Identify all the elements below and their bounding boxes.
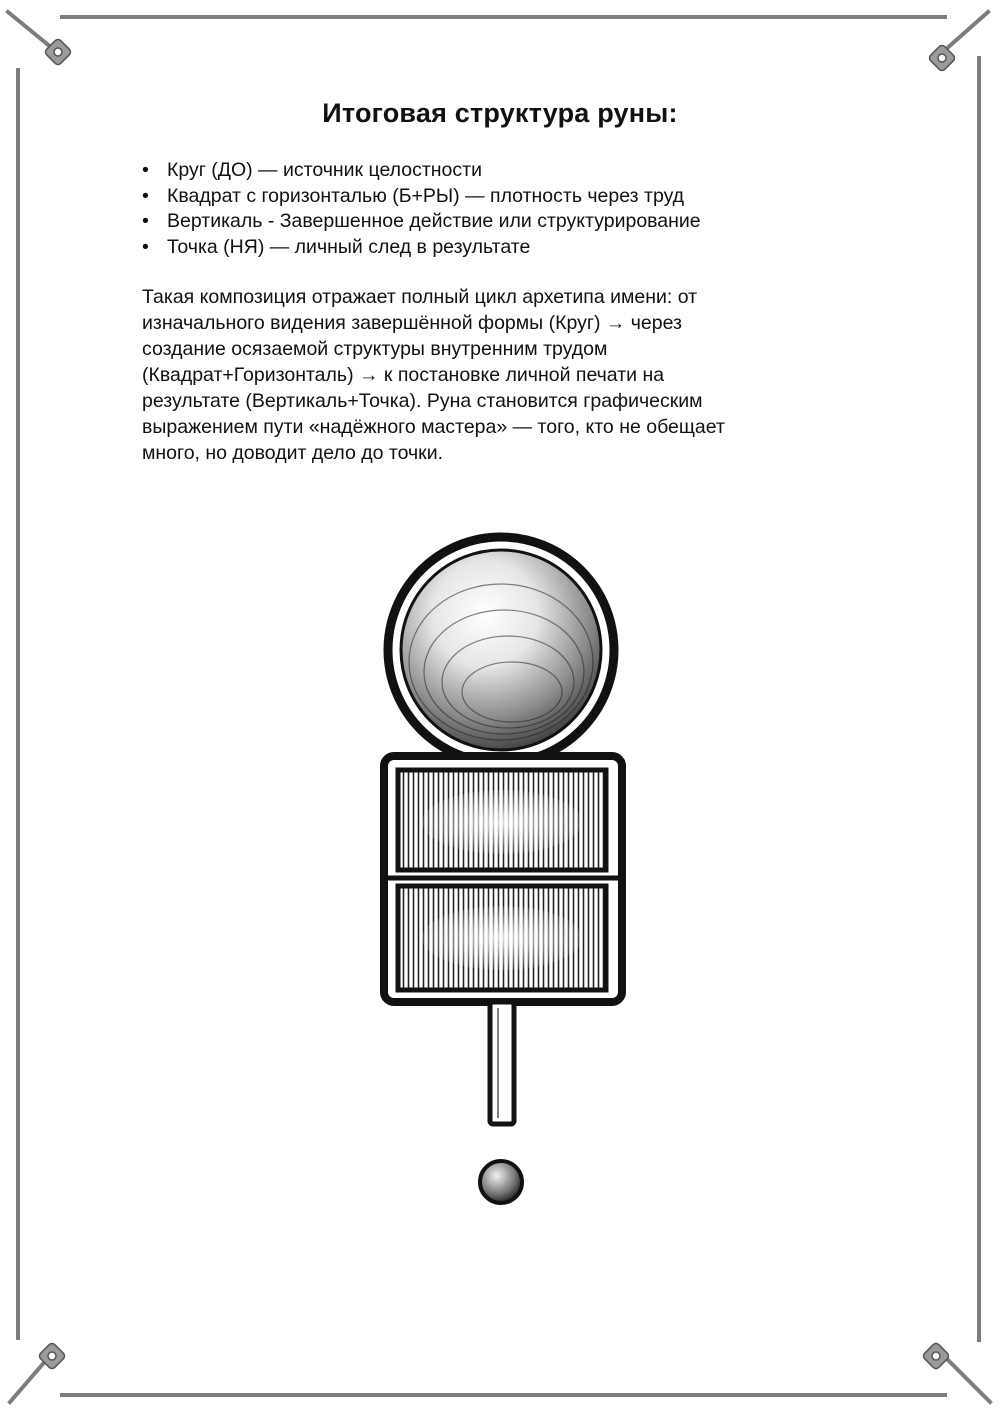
paragraph-line: выражением пути «надёжного мастера» — того, кто не обещает [142,416,725,438]
list-item: • Точка (НЯ) — личный след в результате [142,235,701,261]
list-item: • Вертикаль - Завершенное действие или структурирование [142,209,701,235]
paragraph-line: Такая композиция отражает полный цикл архетипа имени: от [142,286,698,308]
paragraph-line: создание осязаемой структуры внутренним трудом [142,338,608,360]
list-item: • Квадрат с горизонталью (Б+РЫ) — плотность через труд [142,184,701,210]
paragraph-line: много, но доводит дело до точки. [142,442,444,464]
rune-circle [388,537,614,763]
rune-illustration [142,512,858,1228]
rune-structure-list [142,158,701,260]
description-paragraph [142,284,842,466]
rune-dot [480,1161,522,1203]
corner-ornament-bottom-right [922,1342,950,1370]
rune-vertical [490,1002,514,1124]
paragraph-line: изначального видения завершённой формы (Круг) → через [142,312,682,334]
paragraph-line: результате (Вертикаль+Точка). Руна становится графическим [142,390,703,412]
list-item: • Круг (ДО) — источник целостности [142,158,701,184]
page-title: Итоговая структура руны: [322,98,678,128]
corner-ornament-top-left [44,38,72,66]
rune-square-with-horizontal [384,756,622,1002]
paragraph-line: (Квадрат+Горизонталь) → к постановке личной печати на [142,364,665,386]
corner-ornament-top-right [928,44,956,72]
